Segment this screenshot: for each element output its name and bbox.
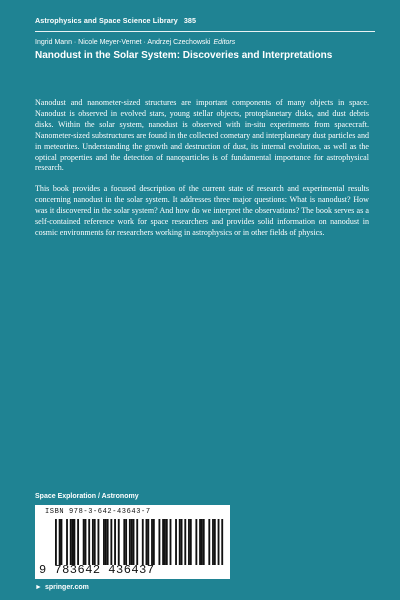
barcode-bar [158,519,160,565]
subject-category: Space Exploration / Astronomy [35,493,139,500]
barcode-bar [103,519,105,565]
book-title: Nanodust in the Solar System: Discoveries and Interpretations [35,50,333,61]
barcode-bar [201,519,203,565]
editors-role: Editors [213,39,236,46]
barcode-bar [218,519,220,565]
isbn-text: ISBN 978-3-642-43643-7 [45,508,151,516]
header-rule [35,31,375,32]
barcode-bar [85,519,87,565]
barcode-bar [77,519,79,565]
barcode-bar [129,519,131,565]
barcode-bar [136,519,138,565]
barcode-bar [94,519,96,565]
barcode-bar [142,519,144,565]
barcode-bar [184,519,186,565]
barcode-bar [70,519,72,565]
barcode-bar [66,519,68,565]
barcode-bar [153,519,155,565]
barcode-bar [125,519,127,565]
barcode-bar [98,519,100,565]
barcode-bar [73,519,75,565]
barcode-bar [162,519,164,565]
barcode-bar [181,519,183,565]
barcode-bar [212,519,214,565]
barcode-bar [110,519,112,565]
series-number: 385 [183,16,197,25]
barcode-bar [133,519,135,565]
barcode-bar [199,519,201,565]
barcode-bar [147,519,149,565]
barcode-digits: 9 783642 436437 [39,563,155,577]
barcode-bar [214,519,216,565]
barcode-box [35,505,230,579]
barcode-bar [221,519,223,565]
barcode-bar [131,519,133,565]
blurb-paragraph-2: This book provides a focused description of the current state of research and experimental results concerning nanodust in the solar system. It addresses three major questions: What is nanodust? How was it discovered in the solar system? And how do we interpret the observations? The book serves as a self-contained reference work for space researchers and provides solid information on nanodust in cosmic environments for researchers working in astrophysics or in other fields of physics. [35,184,369,237]
barcode-bar [164,519,166,565]
barcode-bar [83,519,85,565]
barcode-bar [151,519,153,565]
publisher-url: springer.com [44,584,89,591]
barcode-bar [190,519,192,565]
blurb-paragraph-1: Nanodust and nanometer-sized structures are important components of many objects in space. Nanodust is observed in evolved stars, young stellar objects, protoplanetary disks, and dust debris disks. Within the solar system, nanodust is observed with in-situ experiments from spacecraft. Nanometer-sized substructures are found in the collected cometary and interplanetary dust particles and in meteorites. Understanding the growth and destruction of dust, its internal evolution, as well as the optical properties and the detection of nanoparticles is of fundamental importance for astrophysical research. [35,98,369,173]
barcode-bar [175,519,177,565]
barcode-bar [105,519,107,565]
series-line [35,16,375,25]
barcode-bar [118,519,120,565]
barcode-bar [123,519,125,565]
barcode-icon [55,519,225,565]
barcode-bar [146,519,148,565]
series-name: Astrophysics and Space Science Library [35,16,178,25]
barcode-bar [179,519,181,565]
barcode-bar [114,519,116,565]
arrow-icon: ► [35,584,42,591]
barcode-bar [61,519,63,565]
publisher-link[interactable] [35,584,89,591]
barcode-bar [166,519,168,565]
barcode-bar [92,519,94,565]
header-block [35,16,375,61]
barcode-bar [188,519,190,565]
barcode-bar [88,519,90,565]
blurb [35,98,369,249]
barcode-bar [55,519,57,565]
editors-line [35,39,375,46]
barcode-bar [208,519,210,565]
barcode-bar [170,519,172,565]
barcode-bar [72,519,74,565]
barcode-bar [107,519,109,565]
barcode-bar [59,519,61,565]
barcode-bar [203,519,205,565]
editors-names: Ingrid Mann · Nicole Meyer-Vernet · Andrzej Czechowski [35,39,211,46]
barcode-bar [195,519,197,565]
